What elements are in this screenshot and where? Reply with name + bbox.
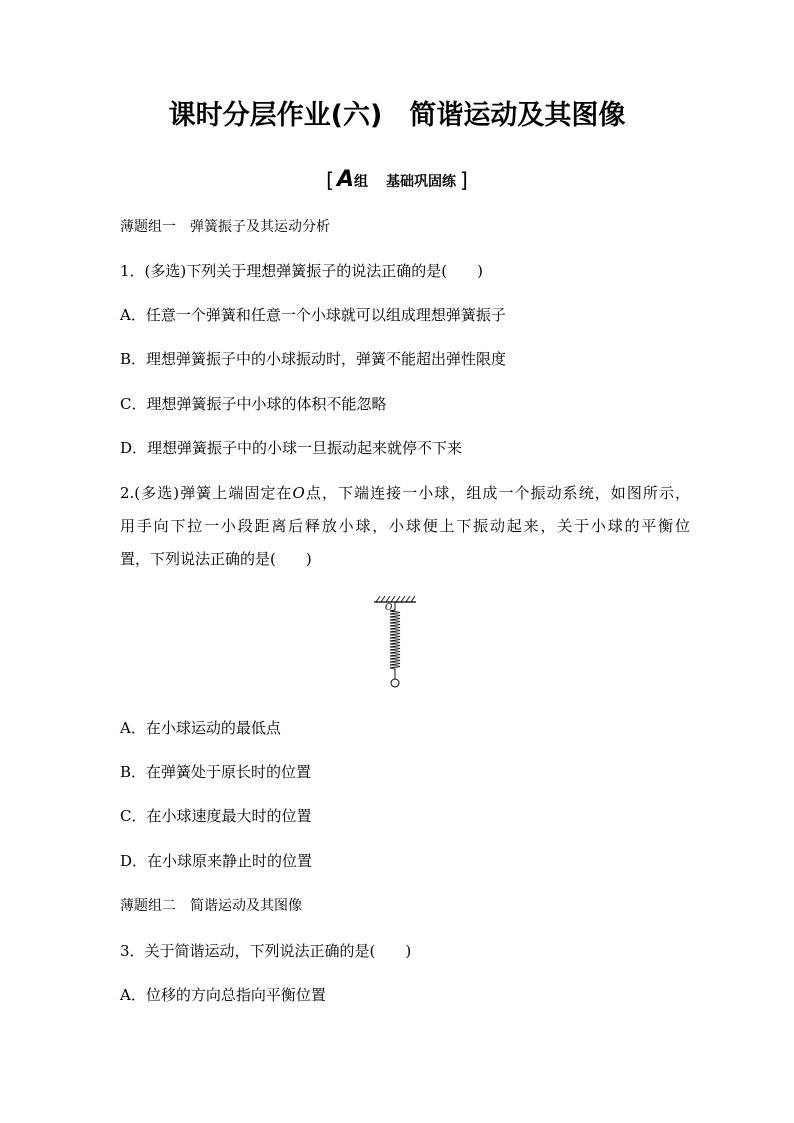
group-suffix: 组 [354,174,369,190]
question-1-option-c: C．理想弹簧振子中小球的体积不能忽略 [120,395,387,413]
question-2-option-a: A．在小球运动的最低点 [120,719,281,737]
section-heading-1: 薄题组一 弹簧振子及其运动分析 [120,219,330,235]
question-2-stem-line-1 [120,482,690,504]
question-1-option-a: A．任意一个弹簧和任意一个小球就可以组成理想弹簧振子 [120,306,506,324]
question-2-option-b: B．在弹簧处于原长时的位置 [120,763,312,781]
question-3-option-a: A．位移的方向总指向平衡位置 [120,986,326,1004]
group-heading [0,167,794,195]
question-3-stem: 3．关于简谐运动，下列说法正确的是( ) [120,942,412,960]
question-1-option-d: D．理想弹簧振子中的小球一旦振动起来就停不下来 [120,439,463,457]
page-title: 课时分层作业(六) 简谐运动及其图像 [168,100,626,131]
section-heading-2: 薄题组二 简谐运动及其图像 [120,898,302,914]
question-2-stem-part: 2.(多选)弹簧上端固定在 [120,484,293,502]
figure-o-label: O [385,603,393,613]
ball [391,679,399,687]
point-o-label: O [292,484,305,502]
question-2-stem-line-2: 用手向下拉一小段距离后释放小球，小球便上下振动起来，关于小球的平衡位 [120,517,690,535]
group-name: 基础巩固练 [386,174,457,190]
question-1-stem: 1．(多选)下列关于理想弹簧振子的说法正确的是( ) [120,262,483,280]
ceiling-support [374,596,416,602]
question-2-option-c: C．在小球速度最大时的位置 [120,807,312,825]
right-bracket: ] [460,168,468,192]
left-bracket: [ [326,168,334,192]
question-1-option-b: B．理想弹簧振子中的小球振动时，弹簧不能超出弹性限度 [120,350,507,368]
question-2-stem-line-3: 置，下列说法正确的是( ) [120,550,312,568]
question-2-stem-part: 点，下端连接一小球，组成一个振动系统，如图所示， [304,484,690,502]
group-letter: A [336,167,355,192]
spring-oscillator-figure [372,594,418,690]
question-2-option-d: D．在小球原来静止时的位置 [120,852,313,870]
spring-coil [390,602,400,679]
